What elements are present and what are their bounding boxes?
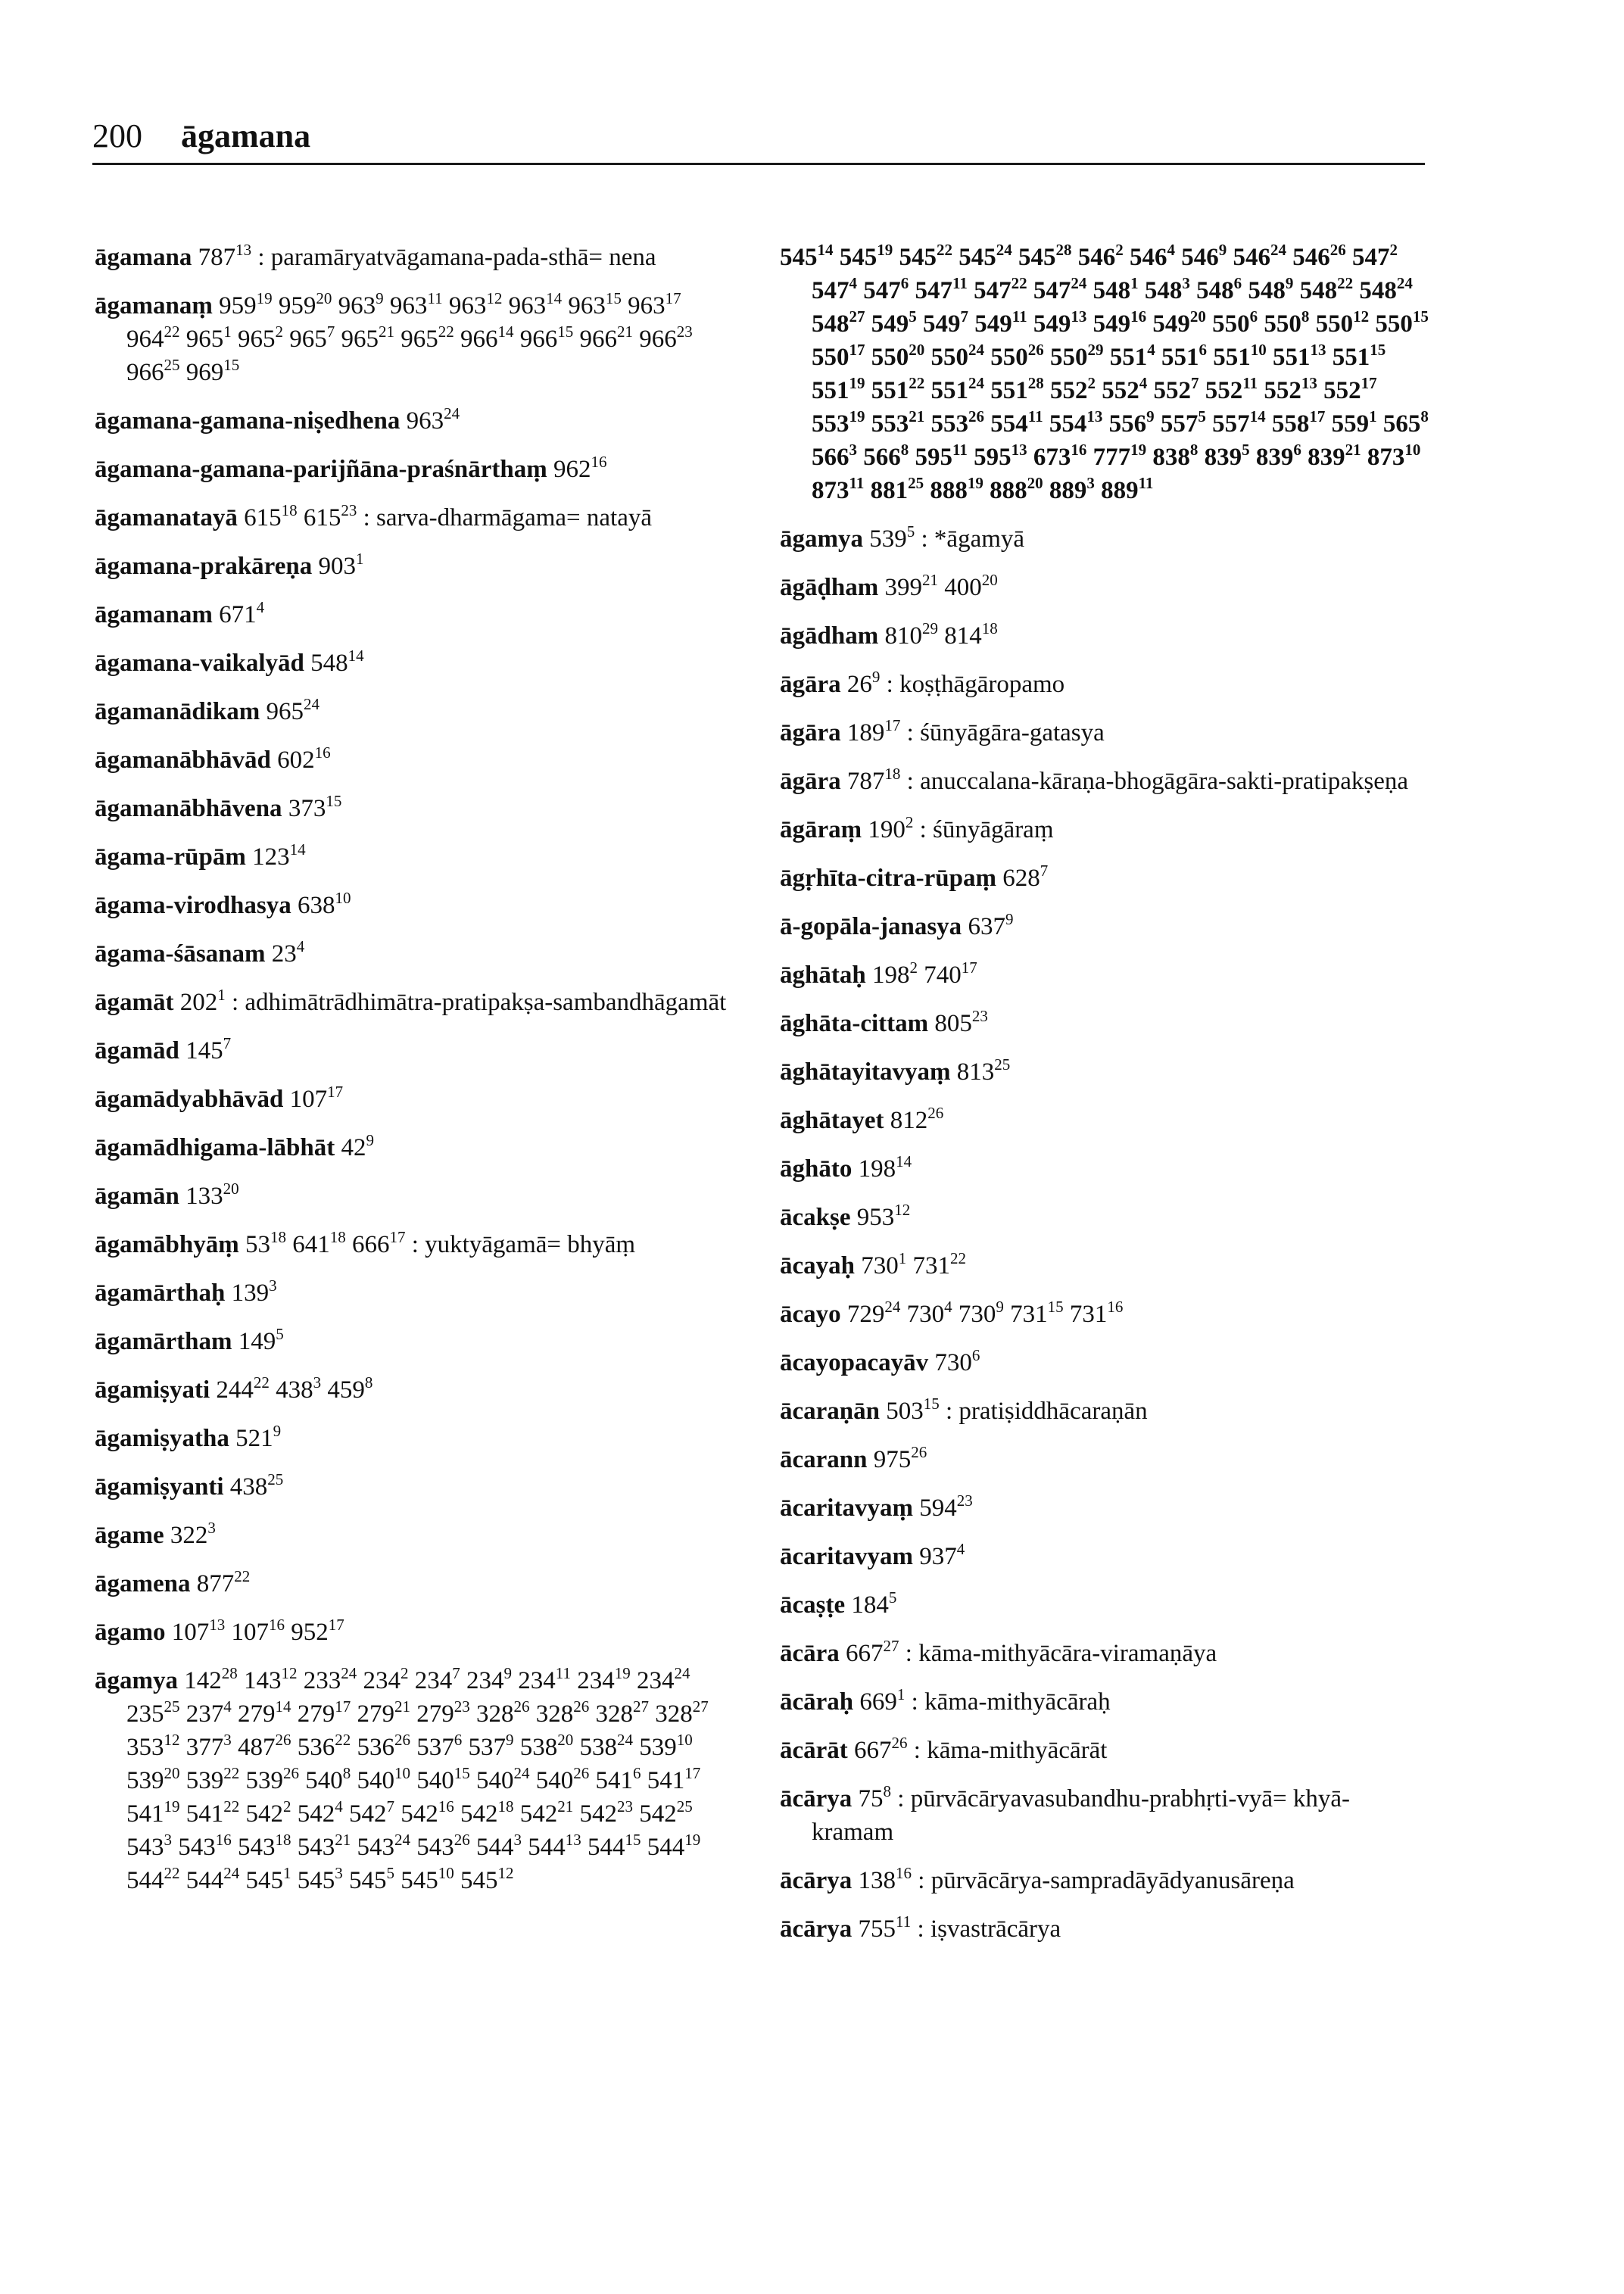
entry-headword: āgamādhigama-lābhāt [95, 1134, 335, 1161]
entry-references: $667^{26}$ [854, 1734, 908, 1764]
entry-gloss: : kāma-mithyācāra-viramaṇāya [899, 1640, 1217, 1667]
index-entry [95, 1131, 738, 1164]
entry-references: $23^4$ [271, 937, 305, 968]
entry-gloss: : *āgamyā [915, 525, 1025, 553]
index-entry [95, 986, 738, 1019]
entry-gloss: : adhimātrādhimātra-pratipakṣa-sambandhāgamāt [225, 989, 727, 1016]
index-entry [780, 910, 1431, 943]
entry-references: $953^{12}$ [856, 1201, 911, 1231]
entry-headword: āgamana-prakāreṇa [95, 553, 313, 580]
entry-headword: āgāra [780, 768, 841, 795]
index-entry [780, 1104, 1431, 1137]
entry-references: $503^{15}$ [886, 1395, 940, 1425]
entry-references: $937^4$ [919, 1540, 965, 1570]
continuation-references: $545^{14}$ $545^{19}$ $545^{22}$ $545^{24}$ $545^{28}$ $546^2$ $546^4$ $546^9$ $546^{24}$ $546^{26}$ $547^2$ $547^4$ $547^6$ $547^{11}$ $547^{22}$ $547^{24}$ $548^1$ $548^3$ $548^6$ $548^9$ $548^{22}$ $548^{24}$ $548^{27}$ $549^5$ $549^7$ $549^{11}$ $549^{13}$ $549^{16}$ $549^{20}$ $550^6$ $550^8$ $550^{12}$ $550^{15}$ $550^{17}$ $550^{20}$ $550^{24}$ $550^{26}$ $550^{29}$ $551^4$ $551^6$ $551^{10}$ $551^{13}$ $551^{15}$ $551^{19}$ $551^{22}$ $551^{24}$ $551^{28}$ $552^2$ $552^4$ $552^7$ $552^{11}$ $552^{13}$ $552^{17}$ $553^{19}$ $553^{21}$ $553^{26}$ $554^{11}$ $554^{13}$ $556^9$ $557^5$ $557^{14}$ $558^{17}$ $559^1$ $565^8$ $566^3$ $566^8$ $595^{11}$ $595^{13}$ $673^{16}$ $777^{19}$ $838^8$ $839^5$ $839^6$ $839^{21}$ $873^{10}$ $873^{11}$ $881^{25}$ $888^{19}$ $888^{20}$ $889^3$ $889^{11}$ [780, 241, 1429, 504]
index-entry [95, 1228, 738, 1261]
index-entry [780, 1540, 1431, 1573]
entry-headword: āgamān [95, 1183, 179, 1210]
index-entry [95, 1664, 738, 1897]
entry-headword: ācayo [780, 1301, 841, 1328]
entry-references: $184^5$ [851, 1588, 897, 1619]
entry-headword: ācārya [780, 1785, 853, 1812]
entry-headword: ācaṣṭe [780, 1591, 846, 1619]
index-entry [780, 1395, 1431, 1428]
entry-headword: āgamanābhāvena [95, 795, 282, 822]
entry-headword: ā-gopāla-janasya [780, 913, 962, 940]
index-entry [95, 840, 738, 874]
entry-gloss: : koṣṭhāgāropamo [880, 671, 1065, 698]
entry-references: $810^{29}$ $814^{18}$ [884, 619, 998, 650]
entry-headword: āgāraṃ [780, 816, 862, 843]
entry-references: $628^7$ [1002, 862, 1049, 892]
entry-headword: ācāraḥ [780, 1688, 854, 1716]
index-entry [780, 1685, 1431, 1719]
entry-headword: ācārya [780, 1915, 853, 1943]
entry-headword: ācāra [780, 1640, 840, 1667]
entry-headword: ācaritavyaṃ [780, 1495, 913, 1522]
entry-references: $637^9$ [968, 910, 1014, 940]
entry-gloss: : śūnyāgāra-gatasya [900, 719, 1105, 746]
entry-headword: āgamana-gamana-parijñāna-praśnārthaṃ [95, 456, 547, 483]
entry-headword: ācakṣe [780, 1204, 851, 1231]
entry-gloss: : paramāryatvāgamana-pada-sthā= nena [251, 244, 656, 271]
index-entry [95, 1083, 738, 1116]
entry-references: $107^{13}$ $107^{16}$ $952^{17}$ [171, 1616, 344, 1646]
index-entry [95, 889, 738, 922]
index-entry [95, 289, 738, 389]
index-entry [95, 598, 738, 631]
header-term: āgamana [181, 117, 311, 154]
entry-gloss: : iṣvastrācārya [911, 1915, 1061, 1943]
entry-references: $729^{24}$ $730^4$ $730^9$ $731^{15}$ $731^{16}$ [846, 1298, 1124, 1328]
index-entry [95, 1616, 738, 1649]
index-entry [95, 1276, 738, 1310]
entry-references: $965^{24}$ [266, 695, 320, 725]
index-entry [780, 1588, 1431, 1622]
index-entry [95, 1180, 738, 1213]
entry-gloss: : sarva-dharmāgama= natayā [357, 504, 653, 531]
entry-references: $877^{22}$ [196, 1567, 251, 1597]
index-entry [780, 619, 1431, 653]
entry-headword: āgamārtham [95, 1328, 232, 1355]
index-entry [780, 1055, 1431, 1089]
entry-headword: āgāra [780, 719, 841, 746]
index-entry [780, 862, 1431, 895]
index-entry [780, 1298, 1431, 1331]
entry-headword: āgamābhyāṃ [95, 1231, 239, 1258]
entry-references: $805^{23}$ [934, 1007, 988, 1037]
entry-headword: āgamiṣyati [95, 1376, 210, 1404]
entry-headword: āgamiṣyanti [95, 1473, 224, 1501]
entry-references: $962^{16}$ [553, 453, 607, 483]
entry-references: $813^{25}$ [956, 1055, 1011, 1086]
index-entry [95, 1373, 738, 1407]
index-entry [780, 1249, 1431, 1283]
entry-references: $963^{24}$ [406, 404, 460, 435]
entry-references: $145^7$ [185, 1034, 232, 1064]
entry-references: $373^{15}$ [288, 792, 342, 822]
entry-references: $53^{18}$ $641^{18}$ $666^{17}$ [245, 1228, 406, 1258]
entry-headword: āgamanaṃ [95, 292, 213, 319]
index-entry [95, 453, 738, 486]
entry-references: $133^{20}$ [185, 1180, 239, 1210]
entry-references: $142^{28}$ $143^{12}$ $233^{24}$ $234^2$ $234^7$ $234^9$ $234^{11}$ $234^{19}$ $234^{24}$ $235^{25}$ $237^4$ $279^{14}$ $279^{17}$ $279^{21}$ $279^{23}$ $328^{26}$ $328^{26}$ $328^{27}$ $328^{27}$ $353^{12}$ $377^3$ $487^{26}$ $536^{22}$ $536^{26}$ $537^6$ $537^9$ $538^{20}$ $538^{24}$ $539^{10}$ $539^{20}$ $539^{22}$ $539^{26}$ $540^8$ $540^{10}$ $540^{15}$ $540^{24}$ $540^{26}$ $541^6$ $541^{17}$ $541^{19}$ $541^{22}$ $542^2$ $542^4$ $542^7$ $542^{16}$ $542^{18}$ $542^{21}$ $542^{23}$ $542^{25}$ $543^3$ $543^{16}$ $543^{18}$ $543^{21}$ $543^{24}$ $543^{26}$ $544^3$ $544^{13}$ $544^{15}$ $544^{19}$ $544^{22}$ $544^{24}$ $545^1$ $545^3$ $545^5$ $545^{10}$ $545^{12}$ [126, 1664, 709, 1894]
index-entry [95, 1567, 738, 1601]
entry-headword: āgṛhīta-citra-rūpaṃ [780, 865, 996, 892]
entry-references: $548^{14}$ [310, 647, 364, 677]
entry-references: $244^{22}$ $438^3$ $459^8$ [216, 1373, 373, 1404]
entry-references: $75^8$ [858, 1782, 892, 1812]
index-entry [95, 404, 738, 438]
entry-gloss: : śūnyāgāraṃ [913, 816, 1054, 843]
running-header [92, 114, 310, 159]
entry-gloss: : yuktyāgamā= bhyāṃ [405, 1231, 636, 1258]
entry-headword: āgādham [780, 622, 879, 650]
entry-gloss: : pūrvācāryavasubandhu-prabhṛti-vyā= khyā-kramam [812, 1785, 1351, 1846]
entry-headword: āgamanam [95, 601, 213, 628]
index-entry [780, 1912, 1431, 1946]
entry-gloss: : anuccalana-kāraṇa-bhogāgāra-sakti-pratipakṣeṇa [900, 768, 1409, 795]
entry-headword: āghāta-cittam [780, 1010, 929, 1037]
entry-headword: āgamya [780, 525, 863, 553]
index-entry [780, 1152, 1431, 1186]
entry-gloss: : kāma-mithyācārāt [907, 1737, 1108, 1764]
index-entry [780, 571, 1431, 604]
entry-references: $139^3$ [231, 1276, 277, 1307]
index-entry [780, 958, 1431, 992]
entry-headword: ācārya [780, 1867, 853, 1894]
header-rule [92, 163, 1425, 165]
entry-references: $138^{16}$ [858, 1864, 912, 1894]
entry-headword: āgamādyabhāvād [95, 1086, 284, 1113]
index-entry [780, 716, 1431, 750]
entry-headword: ācaraṇān [780, 1398, 880, 1425]
index-entry [95, 792, 738, 825]
entry-references: $671^4$ [219, 598, 265, 628]
entry-headword: āgamāt [95, 989, 174, 1016]
index-entry [95, 1519, 738, 1552]
entry-references: $787^{18}$ [846, 765, 901, 795]
entry-references: $149^5$ [238, 1325, 284, 1355]
entry-headword: āghāto [780, 1155, 853, 1183]
entry-references: $521^9$ [235, 1422, 282, 1452]
entry-headword: āgāra [780, 671, 841, 698]
entry-headword: āgamana-vaikalyād [95, 650, 304, 677]
entry-references: $602^{16}$ [277, 743, 331, 774]
entry-references: $812^{26}$ [890, 1104, 944, 1134]
entry-references: $189^{17}$ [846, 716, 901, 746]
index-entry [780, 1443, 1431, 1476]
entry-references: $730^1$ $731^{22}$ [861, 1249, 966, 1279]
right-column [780, 241, 1431, 1961]
entry-headword: āghātaḥ [780, 962, 866, 989]
entry-headword: āgamiṣyatha [95, 1425, 229, 1452]
entry-headword: āgama-rūpām [95, 843, 246, 871]
entry-references: $959^{19}$ $959^{20}$ $963^9$ $963^{11}$ $963^{12}$ $963^{14}$ $963^{15}$ $963^{17}$ $964^{22}$ $965^1$ $965^2$ $965^7$ $965^{21}$ $965^{22}$ $966^{14}$ $966^{15}$ $966^{21}$ $966^{23}$ $966^{25}$ $969^{15}$ [126, 289, 693, 386]
index-entry [95, 550, 738, 583]
entry-headword: āgamana [95, 244, 192, 271]
index-entry [95, 501, 738, 535]
entry-references: $123^{14}$ [252, 840, 306, 871]
entry-references: $594^{23}$ [919, 1491, 973, 1522]
entry-headword: āgāḍham [780, 574, 879, 601]
index-entry [95, 1325, 738, 1358]
entry-headword: āgamanatayā [95, 504, 238, 531]
index-entry [780, 765, 1431, 798]
index-entry [780, 1346, 1431, 1379]
entry-references: $438^{25}$ [229, 1470, 284, 1501]
index-entry [95, 695, 738, 728]
entry-references: $190^2$ [868, 813, 914, 843]
entry-references: $903^1$ [318, 550, 364, 580]
entry-references: $322^3$ [170, 1519, 216, 1549]
left-column [95, 241, 738, 1912]
index-entry [780, 1734, 1431, 1767]
entry-headword: āgamanābhāvād [95, 746, 271, 774]
index-entry [780, 1201, 1431, 1234]
entry-references: $202^1$ [179, 986, 226, 1016]
entry-references: $669^1$ [859, 1685, 906, 1716]
entry-headword: āghātayet [780, 1107, 884, 1134]
entry-headword: āgama-śāsanam [95, 940, 266, 968]
index-entry [95, 743, 738, 777]
index-entry [780, 1007, 1431, 1040]
index-entry [780, 522, 1431, 556]
page-number: 200 [92, 117, 142, 154]
entry-references: $107^{17}$ [289, 1083, 344, 1113]
entry-references: $42^9$ [341, 1131, 374, 1161]
entry-references: $198^{14}$ [858, 1152, 912, 1183]
entry-gloss: : pratiṣiddhācaraṇān [939, 1398, 1148, 1425]
index-entry [780, 1637, 1431, 1670]
entry-references: $667^{27}$ [846, 1637, 899, 1667]
entry-headword: ācārāt [780, 1737, 848, 1764]
entry-headword: āgame [95, 1522, 164, 1549]
entry-headword: ācarann [780, 1446, 868, 1473]
entry-gloss: : pūrvācārya-sampradāyādyanusāreṇa [912, 1867, 1295, 1894]
index-entry [780, 668, 1431, 701]
entry-references: $787^{13}$ [198, 241, 252, 271]
entry-references: $755^{11}$ [858, 1912, 912, 1943]
entry-headword: āgamana-gamana-niṣedhena [95, 407, 401, 435]
index-entry [780, 1491, 1431, 1525]
index-entry [95, 1470, 738, 1504]
entry-references: $198^2$ $740^{17}$ [871, 958, 977, 989]
entry-references: $638^{10}$ [298, 889, 351, 919]
index-entry [780, 1864, 1431, 1897]
entry-headword: āgamena [95, 1570, 191, 1597]
index-entry [780, 1782, 1431, 1849]
index-entry [95, 647, 738, 680]
index-entry [780, 813, 1431, 846]
entry-headword: āgamād [95, 1037, 179, 1064]
entry-headword: ācayopacayāv [780, 1349, 929, 1376]
entry-headword: āgamanādikam [95, 698, 260, 725]
index-entry [95, 1034, 738, 1068]
entry-references: $975^{26}$ [873, 1443, 927, 1473]
index-entry [95, 1422, 738, 1455]
entry-headword: āgamārthaḥ [95, 1279, 226, 1307]
entry-gloss: : kāma-mithyācāraḥ [905, 1688, 1111, 1716]
entry-references: $730^6$ [934, 1346, 980, 1376]
index-entry [95, 937, 738, 971]
entry-references: $26^9$ [846, 668, 881, 698]
entry-headword: āghātayitavyaṃ [780, 1058, 951, 1086]
entry-references: $539^5$ [869, 522, 915, 553]
entry-headword: ācayaḥ [780, 1252, 855, 1279]
entry-headword: āgama-virodhasya [95, 892, 291, 919]
entry-headword: āgamo [95, 1619, 166, 1646]
entry-headword: ācaritavyam [780, 1543, 913, 1570]
entry-references: $399^{21}$ $400^{20}$ [884, 571, 998, 601]
index-entry [95, 241, 738, 274]
entry-references: $615^{18}$ $615^{23}$ [244, 501, 357, 531]
entry-headword: āgamya [95, 1667, 178, 1694]
